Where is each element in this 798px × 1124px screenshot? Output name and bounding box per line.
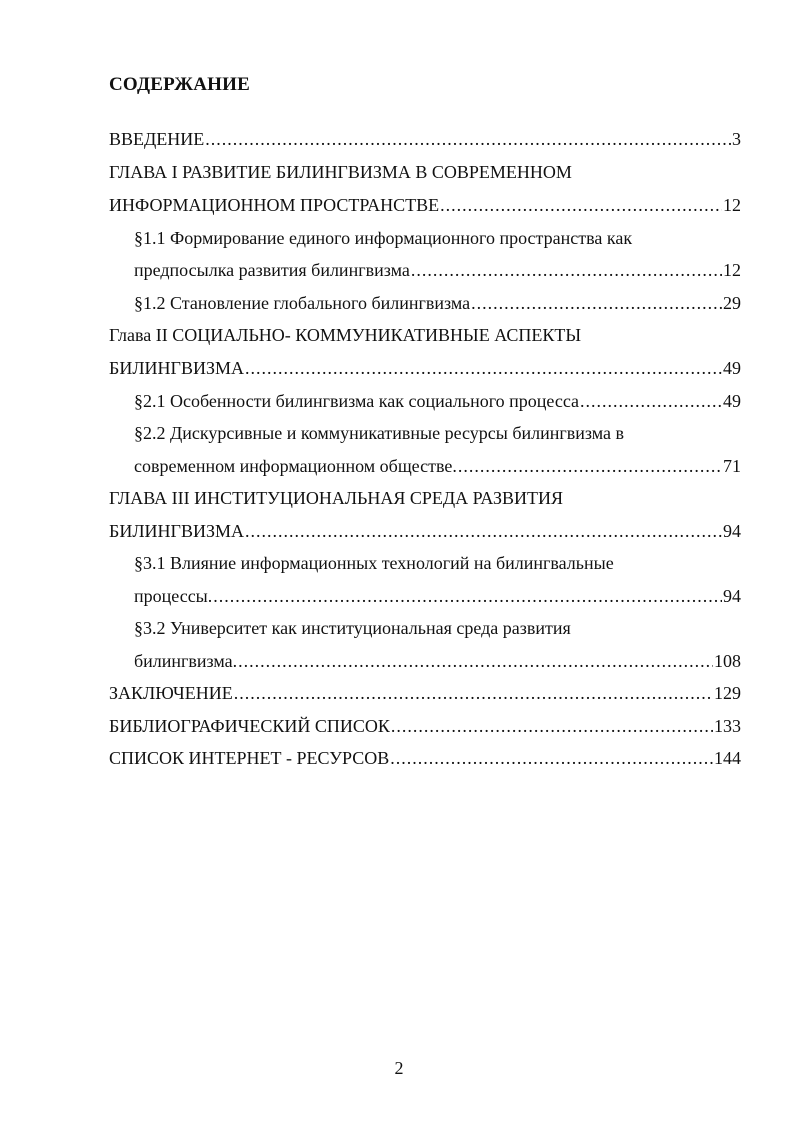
toc-entry-text: СПИСОК ИНТЕРНЕТ - РЕСУРСОВ	[109, 748, 390, 768]
toc-section-3-1[interactable]	[134, 585, 741, 607]
toc-entry-text: Глава II СОЦИАЛЬНО- КОММУНИКАТИВНЫЕ АСПЕКТЫ	[109, 325, 582, 345]
dot-leader	[471, 292, 722, 314]
toc-title: СОДЕРЖАНИЕ	[109, 74, 250, 95]
toc-entry-text: §1.1 Формирование единого информационного пространства как	[134, 228, 633, 248]
toc-section-2-2[interactable]	[134, 455, 741, 477]
dot-leader	[245, 520, 722, 542]
page-number: 2	[394, 1058, 404, 1078]
toc-page-number: 144	[714, 748, 741, 768]
toc-entry-text: БИЛИНГВИЗМА	[109, 358, 244, 378]
toc-page-number: 12	[723, 260, 741, 280]
toc-page-number: 49	[723, 358, 741, 378]
toc-page-number: 133	[714, 716, 741, 736]
toc-page-number: 3	[732, 129, 741, 149]
toc-entry-text: §3.2 Университет как институциональная среда развития	[134, 618, 571, 638]
toc-page-number: 49	[723, 391, 741, 411]
toc-chapter-3[interactable]	[109, 520, 741, 542]
dot-leader	[238, 650, 713, 672]
toc-entry-text: ЗАКЛЮЧЕНИЕ	[109, 683, 233, 703]
toc-page-number: 129	[714, 683, 741, 703]
toc-entry-text: ИНФОРМАЦИОННОМ ПРОСТРАНСТВЕ	[109, 195, 440, 215]
toc-entry-internet-resources[interactable]	[109, 747, 741, 769]
toc-section-1-1[interactable]	[134, 259, 741, 281]
toc-chapter-2[interactable]	[109, 357, 741, 379]
toc-entry-text: §2.2 Дискурсивные и коммуникативные ресурсы билингвизма в	[134, 423, 625, 443]
toc-section-1-1-heading[interactable]	[134, 227, 632, 249]
toc-section-3-2[interactable]	[134, 650, 741, 672]
dot-leader	[411, 259, 722, 281]
dot-leader	[245, 357, 722, 379]
toc-entry-text: §2.1 Особенности билингвизма как социального процесса	[134, 391, 580, 411]
toc-entry-text: §3.1 Влияние информационных технологий на билингвальные	[134, 553, 614, 573]
toc-page-number: 94	[723, 586, 741, 606]
toc-page-number: 108	[714, 651, 741, 671]
dot-leader	[458, 455, 722, 477]
dot-leader	[580, 390, 722, 412]
toc-entry-intro[interactable]	[109, 128, 741, 150]
toc-entry-text: БИБЛИОГРАФИЧЕСКИЙ СПИСОК	[109, 716, 390, 736]
toc-page-number: 94	[723, 521, 741, 541]
toc-entry-conclusion[interactable]	[109, 682, 741, 704]
dot-leader	[391, 715, 713, 737]
toc-section-3-1-heading[interactable]	[134, 552, 614, 574]
toc-entry-text: современном информационном обществе.	[134, 456, 457, 476]
dot-leader	[213, 585, 722, 607]
toc-entry-text: ВВЕДЕНИЕ	[109, 129, 205, 149]
toc-chapter-1-heading[interactable]	[109, 161, 572, 183]
toc-page-number: 12	[723, 195, 741, 215]
toc-page-number: 71	[723, 456, 741, 476]
toc-chapter-1[interactable]	[109, 194, 741, 216]
dot-leader	[390, 747, 713, 769]
dot-leader	[234, 682, 713, 704]
toc-section-3-2-heading[interactable]	[134, 617, 571, 639]
toc-section-1-2[interactable]	[134, 292, 741, 314]
toc-entry-text: процессы.	[134, 586, 213, 606]
dot-leader	[440, 194, 722, 216]
toc-entry-text: ГЛАВА III ИНСТИТУЦИОНАЛЬНАЯ СРЕДА РАЗВИТИЯ	[109, 488, 563, 508]
toc-section-2-1[interactable]	[134, 390, 741, 412]
toc-entry-text: БИЛИНГВИЗМА	[109, 521, 244, 541]
toc-page-number: 29	[723, 293, 741, 313]
toc-entry-text: §1.2 Становление глобального билингвизма	[134, 293, 471, 313]
toc-section-2-2-heading[interactable]	[134, 422, 624, 444]
toc-entry-text: ГЛАВА I РАЗВИТИЕ БИЛИНГВИЗМА В СОВРЕМЕННОМ	[109, 162, 572, 182]
toc-entry-text: предпосылка развития билингвизма	[134, 260, 410, 280]
toc-chapter-2-heading[interactable]	[109, 324, 581, 346]
toc-entry-text: билингвизма.	[134, 651, 238, 671]
toc-chapter-3-heading[interactable]	[109, 487, 563, 509]
toc-entry-bibliography[interactable]	[109, 715, 741, 737]
dot-leader	[205, 128, 731, 150]
